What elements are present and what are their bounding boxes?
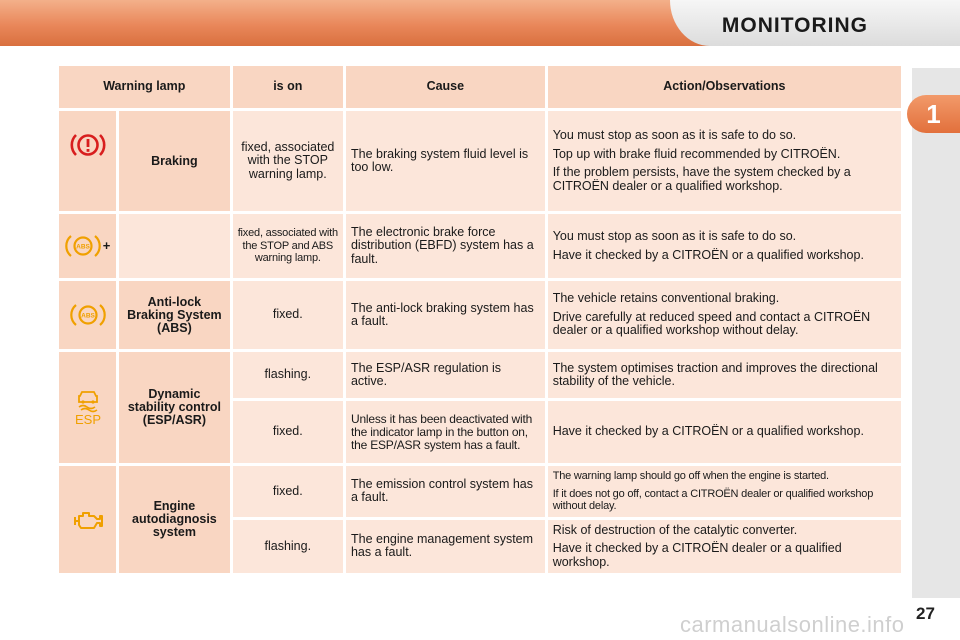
- table-row: [59, 214, 901, 278]
- side-strip: [912, 68, 960, 598]
- action-text: Have it checked by a CITROËN or a qualified workshop.: [552, 424, 864, 439]
- action-text: The warning lamp should go off when the engine is started.: [552, 470, 829, 482]
- action-text: Risk of destruction of the catalytic converter.: [552, 522, 798, 537]
- header-action: Action/Observations: [548, 66, 901, 108]
- abs-warning-icon: [70, 302, 106, 328]
- action-text: The system optimises traction and improves the directional stability of the vehicle.: [552, 360, 878, 388]
- cause-cell: The engine management system has a fault.: [346, 520, 545, 574]
- plus-sign: +: [102, 238, 111, 254]
- header-is-on: is on: [233, 66, 343, 108]
- action-cell: [548, 281, 901, 349]
- table-row: [59, 466, 901, 517]
- action-text: You must stop as soon as it is safe to do so.: [552, 229, 797, 243]
- table-row: [59, 352, 901, 398]
- lamp-cell: [59, 214, 116, 278]
- lamp-name-empty: [119, 214, 229, 278]
- header-warning-lamp: Warning lamp: [59, 66, 230, 108]
- page-number: 27: [916, 604, 935, 623]
- header-cause: Cause: [346, 66, 545, 108]
- action-cell: [548, 520, 901, 574]
- is-on-cell: fixed, associated with the STOP warning lamp.: [233, 111, 343, 211]
- action-cell: [548, 111, 901, 211]
- is-on-cell: fixed, associated with the STOP and ABS warning lamp.: [233, 214, 343, 278]
- action-text: Top up with brake fluid recommended by CITROËN.: [552, 146, 841, 161]
- cause-cell: Unless it has been deactivated with the indicator lamp in the button on, the ESP/ASR system has a fault.: [346, 401, 545, 463]
- lamp-cell: [59, 466, 116, 573]
- action-cell: [548, 466, 901, 517]
- table-row: [59, 111, 901, 211]
- svg-text:ESP: ESP: [74, 411, 101, 427]
- page-title: MONITORING: [721, 14, 868, 37]
- lamp-name-abs: Anti-lock Braking System (ABS): [119, 281, 229, 349]
- table-row: [59, 281, 901, 349]
- cause-cell: The anti-lock braking system has a fault.: [346, 281, 545, 349]
- cause-cell: The ESP/ASR regulation is active.: [346, 352, 545, 398]
- action-text: If the problem persists, have the system checked by a CITROËN dealer or a qualified workshop.: [552, 165, 851, 193]
- engine-warning-icon: [70, 507, 106, 533]
- lamp-cell: [59, 281, 116, 349]
- action-cell: [548, 352, 901, 398]
- lamp-cell: [59, 111, 116, 211]
- warning-lamp-table: [56, 63, 904, 576]
- svg-text:ABS: ABS: [80, 312, 95, 320]
- brake-warning-icon: [69, 131, 107, 159]
- lamp-name-engine: Engine autodiagnosis system: [119, 466, 229, 573]
- cause-cell: The braking system fluid level is too low.: [346, 111, 545, 211]
- action-text: You must stop as soon as it is safe to do so.: [552, 128, 797, 142]
- lamp-name-braking: Braking: [119, 111, 229, 211]
- cause-cell: The electronic brake force distribution (EBFD) system has a fault.: [346, 214, 545, 278]
- action-text: Drive carefully at reduced speed and contact a CITROËN dealer or a qualified workshop without delay.: [552, 309, 871, 338]
- abs-warning-icon: [65, 233, 101, 259]
- svg-text:ABS: ABS: [75, 243, 90, 251]
- action-text: The vehicle retains conventional braking.: [552, 291, 780, 306]
- action-text: Have it checked by a CITROËN dealer or a qualified workshop.: [552, 541, 842, 569]
- action-text: Have it checked by a CITROËN or a qualified workshop.: [552, 247, 864, 262]
- chapter-badge: 1: [907, 95, 960, 133]
- cause-cell: The emission control system has a fault.: [346, 466, 545, 517]
- action-text: If it does not go off, contact a CITROËN dealer or qualified workshop without delay.: [552, 487, 874, 512]
- is-on-cell: fixed.: [233, 281, 343, 349]
- action-cell: [548, 401, 901, 463]
- is-on-cell: fixed.: [233, 466, 343, 517]
- is-on-cell: flashing.: [233, 352, 343, 398]
- watermark-text: carmanualsonline.info: [680, 612, 905, 637]
- lamp-cell: [59, 352, 116, 463]
- lamp-name-esp: Dynamic stability control (ESP/ASR): [119, 352, 229, 463]
- action-cell: [548, 214, 901, 278]
- is-on-cell: flashing.: [233, 520, 343, 574]
- is-on-cell: fixed.: [233, 401, 343, 463]
- table-header-row: [59, 66, 901, 108]
- esp-warning-icon: [71, 388, 105, 428]
